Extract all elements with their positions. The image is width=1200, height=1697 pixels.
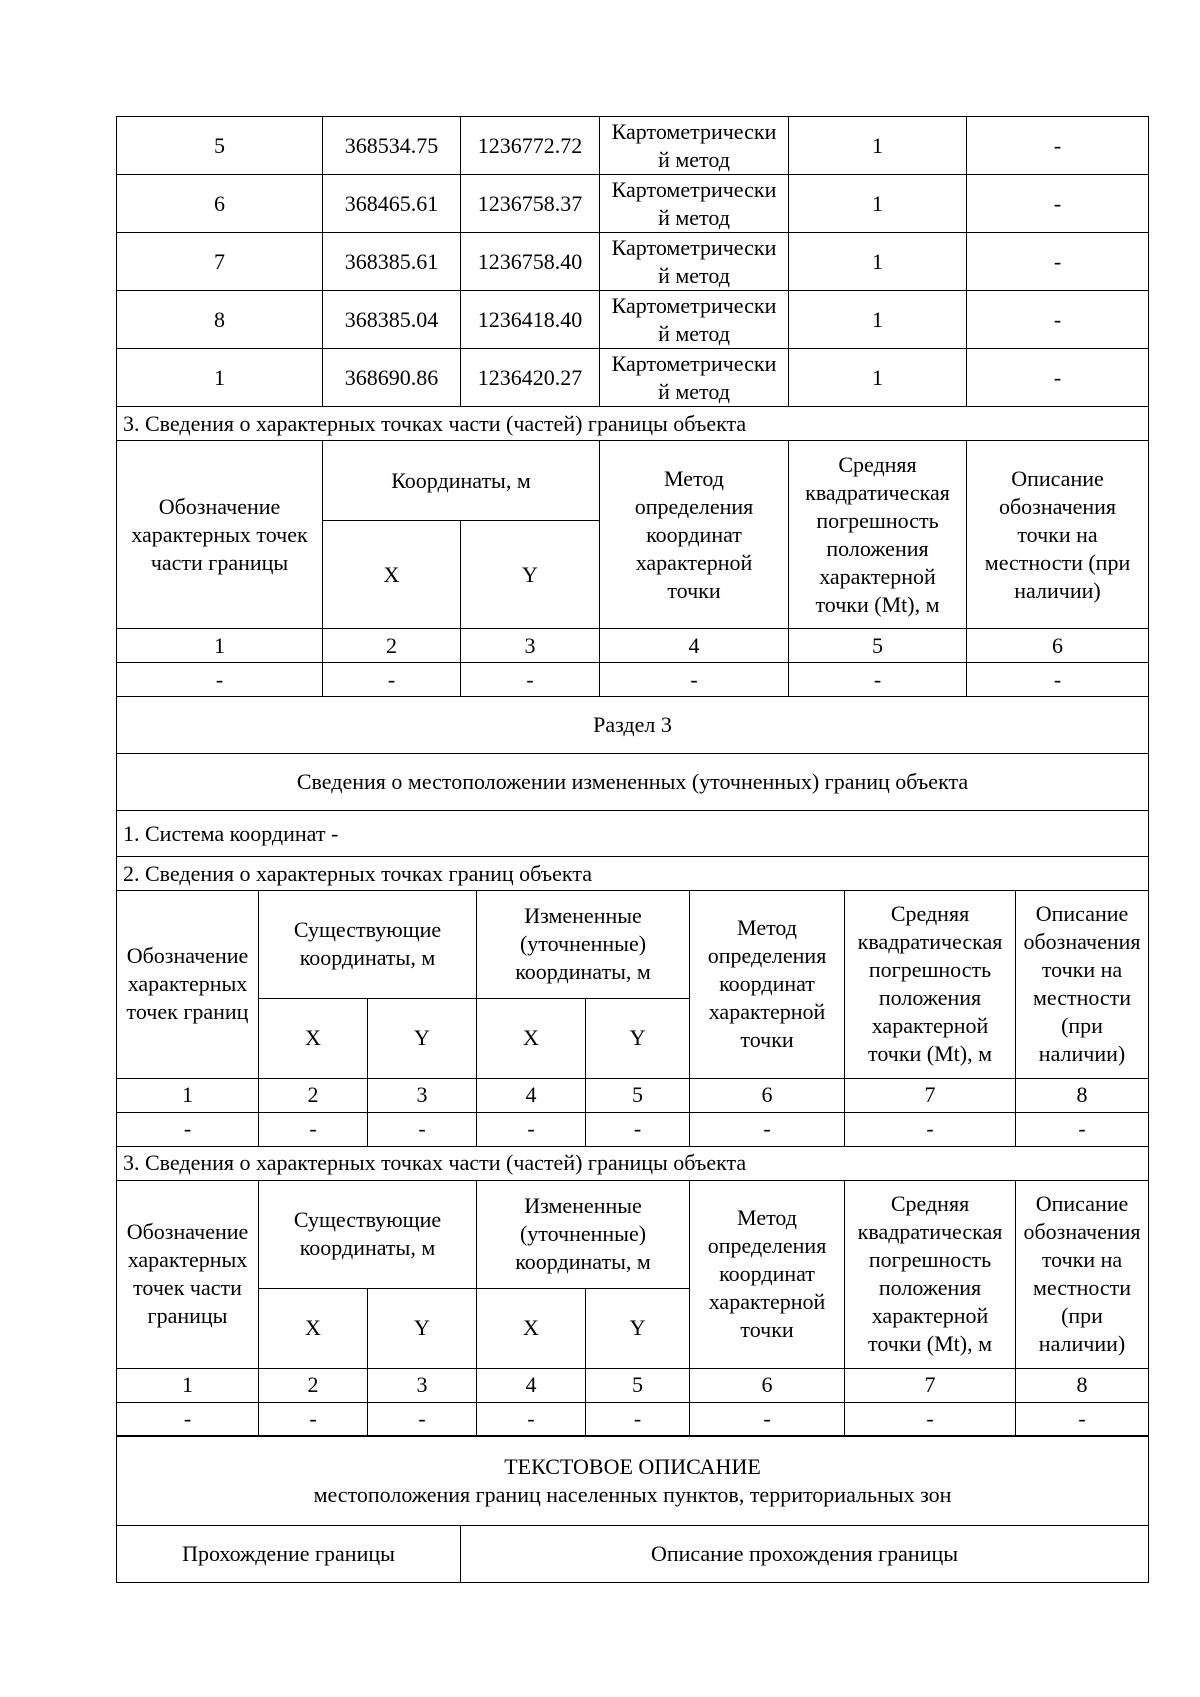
- header-boundary-description: Описание прохождения границы: [461, 1526, 1149, 1583]
- col-number: 3: [368, 1078, 477, 1112]
- empty-cell: -: [1016, 1112, 1149, 1146]
- points-title: 2. Сведения о характерных точках границ объекта: [117, 857, 1149, 891]
- header-y: Y: [461, 521, 600, 629]
- header-existing: Существующие координаты, м: [259, 1180, 477, 1288]
- col-number: 5: [789, 629, 967, 663]
- coord-y: 1236418.40: [461, 291, 600, 349]
- coord-system-row: [117, 811, 1149, 857]
- empty-cell: -: [1016, 1402, 1149, 1436]
- part-points-title: 3. Сведения о характерных точках части (частей) границы объекта: [117, 1146, 1149, 1180]
- section-subheading-row: [117, 754, 1149, 811]
- header-description: Описание обозначения точки на местности (при наличии): [967, 441, 1149, 629]
- header-y-existing: Y: [368, 1288, 477, 1368]
- col-number: 7: [845, 1078, 1016, 1112]
- header-x: X: [323, 521, 461, 629]
- document-page: [116, 116, 1148, 1583]
- section-heading-row: [117, 697, 1149, 754]
- coordinates-table-top: [116, 116, 1149, 891]
- section-heading: Раздел 3: [117, 697, 1149, 754]
- header-method: Метод определения координат характерной точки: [690, 1180, 845, 1368]
- header-designation: Обозначение характерных точек части границы: [117, 441, 323, 629]
- coord-y: 1236420.27: [461, 349, 600, 407]
- method: Картометрически й метод: [600, 117, 789, 175]
- mt-value: 1: [789, 349, 967, 407]
- table-row: [117, 349, 1149, 407]
- empty-cell: -: [117, 1112, 259, 1146]
- empty-cell: -: [323, 663, 461, 697]
- text-description-subtitle: местоположения границ населенных пунктов, территориальных зон: [313, 1481, 952, 1507]
- point-number: 1: [117, 349, 323, 407]
- empty-cell: -: [477, 1402, 586, 1436]
- coord-x: 368465.61: [323, 175, 461, 233]
- header-description: Описание обозначения точки на местности (при наличии): [1016, 1180, 1149, 1368]
- coord-x: 368385.04: [323, 291, 461, 349]
- header-mt: Средняя квадратическая погрешность положения характерной точки (Mt), м: [845, 1180, 1016, 1368]
- coord-y: 1236772.72: [461, 117, 600, 175]
- header-x-existing: X: [259, 1288, 368, 1368]
- description: -: [967, 291, 1149, 349]
- header-row: [117, 890, 1149, 998]
- empty-cell: -: [368, 1112, 477, 1146]
- description: -: [967, 175, 1149, 233]
- header-row: [117, 1180, 1149, 1288]
- col-number: 8: [1016, 1078, 1149, 1112]
- empty-cell: -: [845, 1402, 1016, 1436]
- point-number: 7: [117, 233, 323, 291]
- table-row: [117, 1402, 1149, 1436]
- col-number: 2: [259, 1368, 368, 1402]
- empty-cell: -: [967, 663, 1149, 697]
- description: -: [967, 349, 1149, 407]
- col-number: 7: [845, 1368, 1016, 1402]
- col-number: 1: [117, 1368, 259, 1402]
- header-mt: Средняя квадратическая погрешность положения характерной точки (Mt), м: [845, 890, 1016, 1078]
- header-changed: Измененные (уточненные) координаты, м: [477, 1180, 690, 1288]
- header-changed: Измененные (уточненные) координаты, м: [477, 890, 690, 998]
- section-title-row: [117, 1146, 1149, 1180]
- col-number: 2: [259, 1078, 368, 1112]
- column-numbers-row: [117, 1078, 1149, 1112]
- empty-cell: -: [461, 663, 600, 697]
- coord-x: 368534.75: [323, 117, 461, 175]
- empty-cell: -: [586, 1402, 690, 1436]
- col-number: 3: [368, 1368, 477, 1402]
- col-number: 4: [477, 1368, 586, 1402]
- header-row: [117, 1526, 1149, 1583]
- header-x-changed: X: [477, 1288, 586, 1368]
- column-numbers-row: [117, 629, 1149, 663]
- empty-cell: -: [117, 663, 323, 697]
- empty-cell: -: [477, 1112, 586, 1146]
- empty-cell: -: [690, 1112, 845, 1146]
- header-method: Метод определения координат характерной точки: [690, 890, 845, 1078]
- mt-value: 1: [789, 175, 967, 233]
- col-number: 1: [117, 1078, 259, 1112]
- point-number: 8: [117, 291, 323, 349]
- empty-cell: -: [789, 663, 967, 697]
- col-number: 1: [117, 629, 323, 663]
- header-y-changed: Y: [586, 1288, 690, 1368]
- method: Картометрически й метод: [600, 291, 789, 349]
- column-numbers-row: [117, 1368, 1149, 1402]
- table-row: [117, 291, 1149, 349]
- description: -: [967, 233, 1149, 291]
- header-designation: Обозначение характерных точек границ: [117, 890, 259, 1078]
- method: Картометрически й метод: [600, 233, 789, 291]
- empty-cell: -: [259, 1402, 368, 1436]
- point-number: 5: [117, 117, 323, 175]
- empty-cell: -: [845, 1112, 1016, 1146]
- table-row: [117, 663, 1149, 697]
- method: Картометрически й метод: [600, 175, 789, 233]
- text-description-heading: ТЕКСТОВОЕ ОПИСАНИЕ: [504, 1453, 761, 1479]
- header-method: Метод определения координат характерной точки: [600, 441, 789, 629]
- empty-cell: -: [600, 663, 789, 697]
- col-number: 2: [323, 629, 461, 663]
- section-subheading: Сведения о местоположении измененных (уточненных) границ объекта: [117, 754, 1149, 811]
- coord-x: 368690.86: [323, 349, 461, 407]
- col-number: 8: [1016, 1368, 1149, 1402]
- changed-points-table: [116, 890, 1149, 1437]
- col-number: 5: [586, 1078, 690, 1112]
- col-number: 6: [690, 1078, 845, 1112]
- header-description: Описание обозначения точки на местности (при наличии): [1016, 890, 1149, 1078]
- table-row: [117, 117, 1149, 175]
- mt-value: 1: [789, 117, 967, 175]
- empty-cell: -: [259, 1112, 368, 1146]
- col-number: 4: [477, 1078, 586, 1112]
- col-number: 3: [461, 629, 600, 663]
- coord-y: 1236758.37: [461, 175, 600, 233]
- header-y-changed: Y: [586, 998, 690, 1078]
- empty-cell: -: [586, 1112, 690, 1146]
- section-title-row: [117, 857, 1149, 891]
- part-points-title: 3. Сведения о характерных точках части (частей) границы объекта: [117, 407, 1149, 441]
- point-number: 6: [117, 175, 323, 233]
- header-x-existing: X: [259, 998, 368, 1078]
- header-boundary-passage: Прохождение границы: [117, 1526, 461, 1583]
- col-number: 6: [967, 629, 1149, 663]
- header-mt: Средняя квадратическая погрешность положения характерной точки (Mt), м: [789, 441, 967, 629]
- text-description-title: [117, 1436, 1149, 1526]
- text-description-title-row: [117, 1436, 1149, 1526]
- col-number: 4: [600, 629, 789, 663]
- table-row: [117, 233, 1149, 291]
- method: Картометрически й метод: [600, 349, 789, 407]
- text-description-table: [116, 1435, 1149, 1583]
- table-row: [117, 175, 1149, 233]
- description: -: [967, 117, 1149, 175]
- header-designation: Обозначение характерных точек части границы: [117, 1180, 259, 1368]
- coord-x: 368385.61: [323, 233, 461, 291]
- col-number: 6: [690, 1368, 845, 1402]
- coord-y: 1236758.40: [461, 233, 600, 291]
- table-row: [117, 1112, 1149, 1146]
- header-x-changed: X: [477, 998, 586, 1078]
- header-existing: Существующие координаты, м: [259, 890, 477, 998]
- col-number: 5: [586, 1368, 690, 1402]
- section-title-row: [117, 407, 1149, 441]
- top-rows: [117, 117, 1149, 407]
- mt-value: 1: [789, 291, 967, 349]
- empty-cell: -: [117, 1402, 259, 1436]
- mt-value: 1: [789, 233, 967, 291]
- empty-cell: -: [368, 1402, 477, 1436]
- empty-cell: -: [690, 1402, 845, 1436]
- coord-system: 1. Система координат -: [117, 811, 1149, 857]
- header-row: [117, 441, 1149, 521]
- header-coords: Координаты, м: [323, 441, 600, 521]
- header-y-existing: Y: [368, 998, 477, 1078]
